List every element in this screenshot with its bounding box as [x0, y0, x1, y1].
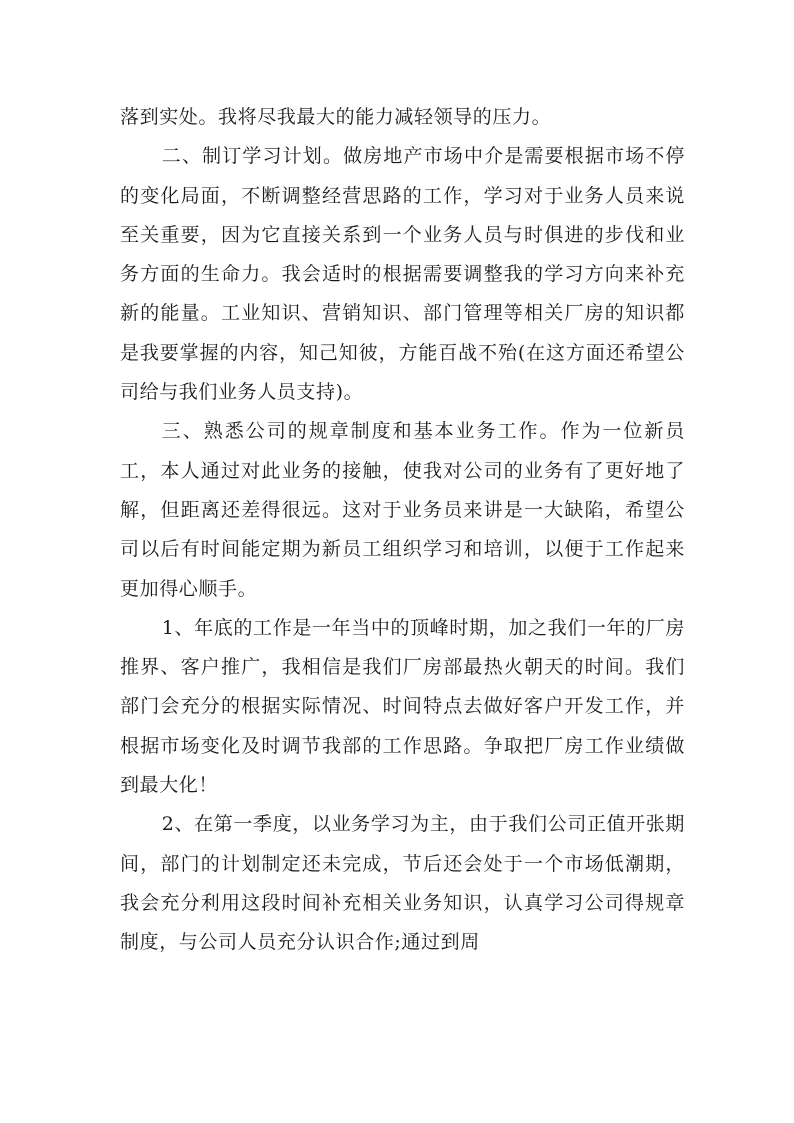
paragraph-study-plan: 二、制订学习计划。做房地产市场中介是需要根据市场不停的变化局面，不断调整经营思路的工作，学习对于业务人员来说至关重要，因为它直接关系到一个业务人员与时俱进的步伐和业务方面的生命力。我会适时的根据需要调整我的学习方向来补充新的能量。工业知识、营销知识、部门管理等相关厂房的知识都是我要掌握的内容，知己知彼，方能百战不殆(在这方面还希望公司给与我们业务人员支持)。	[120, 145, 685, 404]
document-body	[120, 98, 685, 963]
paragraph-year-end-work: 1、年底的工作是一年当中的顶峰时期，加之我们一年的厂房推界、客户推广，我相信是我们厂房部最热火朝天的时间。我们部门会充分的根据实际情况、时间特点去做好客户开发工作，并根据市场变化及时调节我部的工作思路。争取把厂房工作业绩做到最大化！	[120, 616, 685, 797]
paragraph-company-rules: 三、熟悉公司的规章制度和基本业务工作。作为一位新员工，本人通过对此业务的接触，使我对公司的业务有了更好地了解，但距离还差得很远。这对于业务员来讲是一大缺陷，希望公司以后有时间能定期为新员工组织学习和培训，以便于工作起来更加得心顺手。	[120, 420, 685, 600]
paragraph-first-quarter: 2、在第一季度，以业务学习为主，由于我们公司正值开张期间，部门的计划制定还未完成，节后还会处于一个市场低潮期，我会充分利用这段时间补充相关业务知识，认真学习公司得规章制度，与公司人员充分认识合作;通过到周	[120, 813, 685, 954]
paragraph-continuation: 落到实处。我将尽我最大的能力减轻领导的压力。	[120, 106, 552, 128]
